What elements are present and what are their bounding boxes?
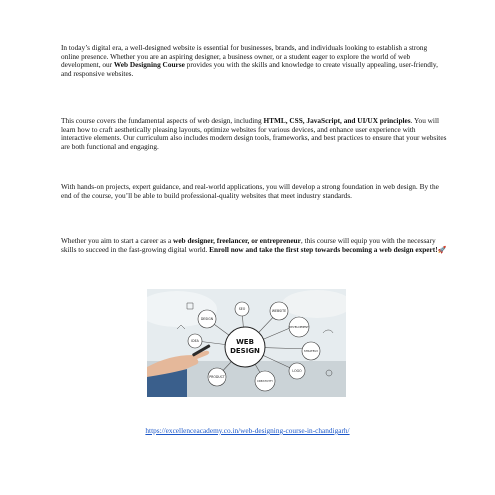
- intro-paragraph: [61, 44, 447, 78]
- career-bold-enroll: Enroll now and take the first step towards becoming a web design expert!: [209, 244, 438, 254]
- bubble-label-development: DEVELOPMENT: [289, 326, 309, 329]
- intro-text-before: In today’s digital era, a well-designed website is essential for businesses, brands, and individuals looking to establish a strong online presence. Whether you are an aspiring designer, a business owner, or a student eager to explore the world of web development, our: [61, 43, 428, 70]
- rocket-icon: 🚀: [437, 245, 447, 254]
- career-text-middle: , this course will equip you with the necessary skills to succeed in the fast-growing digital world.: [61, 236, 436, 254]
- bubble-label-logo: LOGO: [292, 369, 302, 373]
- bubble-label-website: WEBSITE: [271, 309, 287, 313]
- intro-bold-course: Web Designing Course: [113, 60, 185, 70]
- career-paragraph: [61, 237, 447, 254]
- course-link[interactable]: https://excellenceacademy.co.in/web-designing-course-in-chandigarh/: [145, 426, 350, 435]
- bubble-label-design: DESIGN: [200, 317, 214, 321]
- center-label-line1: WEB: [236, 338, 254, 346]
- curriculum-text-after: . You will learn how to craft aesthetically pleasing layouts, optimize websites for various devices, and enhance user experience with interactive elements. Our curriculum also includes modern design tools, frameworks, and best practices to ensure that your websites are both functional and engaging.: [61, 116, 447, 151]
- career-bold-roles: web designer, freelancer, or entrepreneur: [173, 236, 301, 245]
- curriculum-paragraph: [61, 117, 447, 151]
- web-design-illustration: [147, 289, 346, 397]
- projects-paragraph: With hands-on projects, expert guidance, and real-world applications, you will develop a strong foundation in web design. By the end of the course, you’ll be able to build professional-quality websites that meet industry standards.: [61, 182, 439, 200]
- bubble-label-strategy: STRATEGY: [303, 349, 319, 353]
- career-text-before: Whether you aim to start a career as a: [61, 236, 174, 245]
- curriculum-bold-topics: HTML, CSS, JavaScript, and UI/UX principles: [263, 116, 411, 125]
- intro-text-after: provides you with the skills and knowledge to create visually appealing, user-friendly, and responsive websites.: [61, 60, 438, 78]
- bubble-label-seo: SEO: [238, 307, 246, 311]
- center-label-line2: DESIGN: [230, 347, 260, 355]
- bubble-label-creativity: CREATIVITY: [256, 379, 274, 383]
- illustration-svg: [147, 289, 346, 397]
- bubble-label-idea: IDEA: [191, 339, 199, 343]
- bubble-label-product: PRODUCT: [209, 375, 225, 379]
- curriculum-text-before: This course covers the fundamental aspects of web design, including: [61, 116, 264, 125]
